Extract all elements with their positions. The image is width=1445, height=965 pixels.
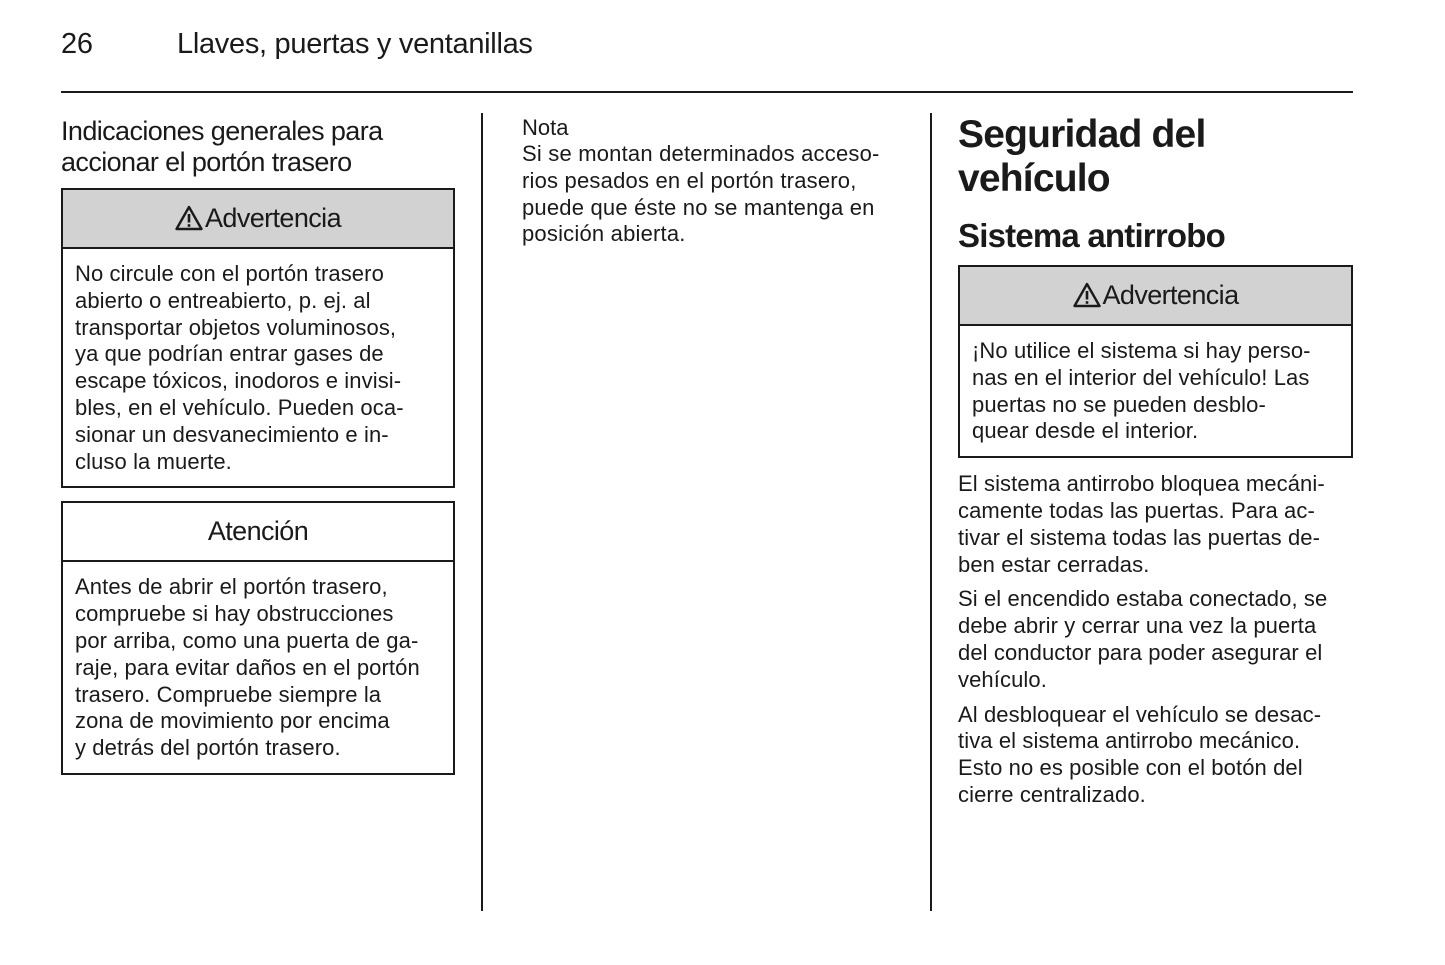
warning-box-title: Advertencia: [1102, 280, 1239, 310]
warning-box-header: [960, 267, 1351, 326]
column-3: [958, 113, 1353, 817]
paragraph: Si el encendido estaba conectado, se debe abrir y cerrar una vez la puerta del conductor para poder asegurar el vehículo.: [958, 586, 1328, 692]
warning-box-body: [63, 249, 453, 486]
page-number: 26: [61, 28, 93, 60]
warning-box-body: [960, 326, 1351, 456]
paragraph: Al desbloquear el vehículo se desac- tiva el sistema antirrobo mecánico. Esto no es posible con el botón del cierre centralizado.: [958, 701, 1322, 807]
paragraph: El sistema antirrobo bloquea mecáni- camente todas las puertas. Para ac- tivar el sistema todas las puertas de- ben estar cerradas.: [958, 471, 1325, 577]
tailgate-heading: Indicaciones generales para accionar el portón trasero: [61, 116, 383, 177]
warning-box-text: ¡No utilice el sistema si hay perso- nas en el interior del vehículo! Las puertas no se pueden desblo- quear desde el interior.: [972, 338, 1311, 444]
warning-triangle-icon: [175, 205, 203, 231]
caution-box-body: [63, 562, 453, 773]
antitheft-subtitle: Sistema antirrobo: [958, 217, 1225, 254]
note-text: Si se montan determinados acceso- rios pesados en el portón trasero, puede que éste no se mantenga en posición abierta.: [522, 141, 880, 247]
warning-box-title: Advertencia: [205, 203, 341, 233]
antitheft-body: [958, 471, 1353, 809]
column-2: [522, 113, 912, 248]
column-divider-1: [481, 113, 483, 911]
warning-box-header: [63, 190, 453, 249]
caution-box-text: Antes de abrir el portón trasero, compruebe si hay obstrucciones por arriba, como una puerta de ga- raje, para evitar daños en el portón trasero. Compruebe siempre la zona de movimiento por encima y detrás del portón trasero.: [75, 574, 420, 761]
column-1: [61, 113, 455, 775]
caution-box-tailgate: [61, 501, 455, 775]
column-divider-2: [930, 113, 932, 911]
page-header: [61, 28, 1353, 68]
note-label: Nota: [522, 115, 569, 140]
vehicle-security-title: Seguridad del vehículo: [958, 113, 1206, 200]
warning-triangle-icon: [1073, 282, 1101, 308]
caution-box-title: Atención: [207, 516, 309, 547]
caution-box-header: [63, 503, 453, 562]
warning-box-tailgate: [61, 188, 455, 488]
warning-box-text: No circule con el portón trasero abierto o entreabierto, p. ej. al transportar objetos voluminosos, ya que podrían entrar gases de escape tóxicos, inodoros e invisi- bles, en el vehículo. Pueden oca- sionar un desvanecimiento e in- cluso la muerte.: [75, 261, 404, 474]
section-title: Llaves, puertas y ventanillas: [177, 28, 533, 60]
header-divider: [61, 91, 1353, 93]
warning-box-antitheft: [958, 265, 1353, 458]
